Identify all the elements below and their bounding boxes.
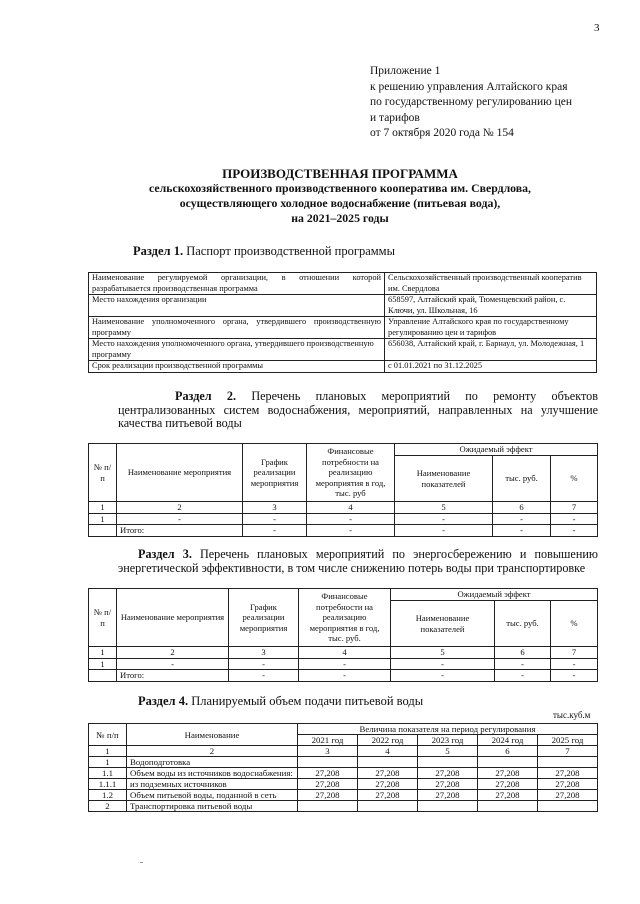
table-cell: 4 bbox=[307, 502, 395, 514]
table-cell: 6 bbox=[493, 502, 551, 514]
table-cell: 27,208 bbox=[298, 768, 358, 779]
col-header-rub: тыс. руб. bbox=[495, 601, 551, 647]
table-row bbox=[89, 801, 598, 812]
table-cell: 5 bbox=[418, 746, 478, 757]
table-cell: - bbox=[551, 525, 598, 537]
table-cell: 4 bbox=[358, 746, 418, 757]
column-number-row bbox=[89, 647, 598, 659]
table-row bbox=[89, 295, 597, 317]
table-cell: 27,208 bbox=[538, 790, 598, 801]
col-header-pct: % bbox=[551, 456, 598, 502]
col-header-year: 2021 год bbox=[298, 735, 358, 746]
table-cell: Сельскохозяйственный производственный кооператив им. Свердлова bbox=[385, 273, 597, 295]
col-header-schedule: График реализации мероприятия bbox=[229, 589, 299, 647]
table-cell: 1 bbox=[89, 658, 117, 670]
table-cell: 6 bbox=[478, 746, 538, 757]
table-cell: 27,208 bbox=[298, 790, 358, 801]
table-cell: с 01.01.2021 по 31.12.2025 bbox=[385, 361, 597, 373]
section2-table bbox=[88, 443, 598, 537]
section4-label: Раздел 4. bbox=[138, 694, 189, 708]
table-cell: 7 bbox=[538, 746, 598, 757]
appendix-line: по государственному регулированию цен bbox=[370, 96, 573, 108]
title-line: на 2021–2025 годы bbox=[291, 211, 389, 225]
table-cell bbox=[418, 801, 478, 812]
table-cell: - bbox=[243, 513, 307, 525]
table-row bbox=[89, 757, 598, 768]
appendix-line: к решению управления Алтайского края bbox=[370, 80, 568, 93]
table-cell: 1.1 bbox=[89, 768, 127, 779]
table-cell: из подземных источников bbox=[127, 779, 298, 790]
col-header-finance: Финансовые потребности на реализацию мероприятия в год, тыс. руб bbox=[307, 444, 395, 502]
table-cell: 7 bbox=[551, 502, 598, 514]
section1-text: Паспорт производственной программы bbox=[183, 244, 395, 258]
page-number: 3 bbox=[594, 22, 600, 34]
table-header-row bbox=[89, 444, 598, 456]
section4-table bbox=[88, 723, 598, 812]
table-row bbox=[89, 768, 598, 779]
title-line: ПРОИЗВОДСТВЕННАЯ ПРОГРАММА bbox=[222, 166, 458, 181]
table-cell: 1 bbox=[89, 746, 127, 757]
table-cell: 27,208 bbox=[358, 779, 418, 790]
table-cell bbox=[298, 801, 358, 812]
table-cell: - bbox=[551, 513, 598, 525]
table-cell: - bbox=[551, 658, 598, 670]
col-header-name: Наименование мероприятия bbox=[117, 589, 229, 647]
table-cell: 27,208 bbox=[538, 768, 598, 779]
table-cell: 5 bbox=[391, 647, 495, 659]
col-header-num: № п/п bbox=[89, 724, 127, 746]
table-cell bbox=[358, 801, 418, 812]
table-cell: Водоподготовка bbox=[127, 757, 298, 768]
appendix-block bbox=[370, 64, 610, 142]
title-line: сельскохозяйственного производственного кооператива им. Свердлова, bbox=[148, 181, 532, 195]
table-cell: - bbox=[229, 658, 299, 670]
table-cell: Транспортировка питьевой воды bbox=[127, 801, 298, 812]
table-cell: 27,208 bbox=[418, 790, 478, 801]
section1-label: Раздел 1. bbox=[133, 244, 184, 258]
table-total-row bbox=[89, 525, 598, 537]
table-cell: - bbox=[299, 670, 391, 682]
table-header-row bbox=[89, 724, 598, 735]
table-cell: 27,208 bbox=[358, 768, 418, 779]
table-cell: - bbox=[495, 670, 551, 682]
table-cell: 1 bbox=[89, 502, 117, 514]
table-total-row bbox=[89, 670, 598, 682]
table-cell: - bbox=[307, 525, 395, 537]
table-cell: 27,208 bbox=[418, 779, 478, 790]
table-cell: 2 bbox=[127, 746, 298, 757]
table-cell: 27,208 bbox=[418, 768, 478, 779]
col-header-schedule: График реализации мероприятия bbox=[243, 444, 307, 502]
col-header-year: 2023 год bbox=[418, 735, 478, 746]
table-cell: 1.2 bbox=[89, 790, 127, 801]
table-cell: Объем питьевой воды, поданной в сеть bbox=[127, 790, 298, 801]
table-cell: - bbox=[117, 658, 229, 670]
col-header-indicator: Наименование показателей bbox=[391, 601, 495, 647]
col-header-year: 2024 год bbox=[478, 735, 538, 746]
table-cell: - bbox=[229, 670, 299, 682]
col-header-effect: Ожидаемый эффект bbox=[395, 444, 598, 456]
table-cell: - bbox=[243, 525, 307, 537]
col-header-name: Наименование мероприятия bbox=[117, 444, 243, 502]
col-header-rub: тыс. руб. bbox=[493, 456, 551, 502]
title-line: осуществляющего холодное водоснабжение (питьевая вода), bbox=[179, 196, 501, 210]
appendix-line: от 7 октября 2020 года № 154 bbox=[370, 127, 514, 139]
table-cell: 27,208 bbox=[478, 768, 538, 779]
table-row bbox=[89, 273, 597, 295]
column-number-row bbox=[89, 502, 598, 514]
section3-text: Перечень плановых мероприятий по энергосбережению и повышению энергетической эффективности, в том числе снижению потерь воды при транспортировке bbox=[118, 547, 598, 575]
document-title bbox=[60, 166, 620, 226]
table-cell bbox=[89, 525, 117, 537]
table-cell: 1 bbox=[89, 757, 127, 768]
table-cell: 2 bbox=[89, 801, 127, 812]
table-cell: 2 bbox=[117, 647, 229, 659]
table-cell: - bbox=[551, 670, 598, 682]
table-cell bbox=[538, 801, 598, 812]
table-cell: Срок реализации производственной программы bbox=[89, 361, 385, 373]
table-cell bbox=[358, 757, 418, 768]
section4-heading bbox=[138, 694, 423, 709]
section3-table bbox=[88, 588, 598, 682]
units-label: тыс.куб.м bbox=[553, 710, 591, 720]
table-cell: 27,208 bbox=[478, 779, 538, 790]
table-row bbox=[89, 339, 597, 361]
section2-label: Раздел 2. bbox=[175, 389, 237, 403]
column-number-row bbox=[89, 746, 598, 757]
table-cell: - bbox=[395, 525, 493, 537]
total-label: Итого: bbox=[117, 670, 229, 682]
table-cell: - bbox=[395, 513, 493, 525]
table-cell: - bbox=[307, 513, 395, 525]
table-cell: 27,208 bbox=[358, 790, 418, 801]
col-header-year: 2025 год bbox=[538, 735, 598, 746]
table-cell: - bbox=[299, 658, 391, 670]
col-header-num: № п/п bbox=[89, 444, 117, 502]
table-cell: 3 bbox=[298, 746, 358, 757]
table-row bbox=[89, 790, 598, 801]
table-cell: 1 bbox=[89, 647, 117, 659]
total-label: Итого: bbox=[117, 525, 243, 537]
col-header-num: № п/п bbox=[89, 589, 117, 647]
table-cell: 1.1.1 bbox=[89, 779, 127, 790]
table-cell bbox=[478, 757, 538, 768]
col-header-indicator: Наименование показателей bbox=[395, 456, 493, 502]
table-cell: - bbox=[493, 525, 551, 537]
appendix-line: и тарифов bbox=[370, 111, 420, 124]
col-header-name: Наименование bbox=[127, 724, 298, 746]
table-cell: 658597, Алтайский край, Тюменцевский район, с. Ключи, ул. Школьная, 16 bbox=[385, 295, 597, 317]
col-header-year: 2022 год bbox=[358, 735, 418, 746]
table-cell: 27,208 bbox=[478, 790, 538, 801]
table-cell bbox=[298, 757, 358, 768]
table-cell: 5 bbox=[395, 502, 493, 514]
table-cell: 27,208 bbox=[298, 779, 358, 790]
table-cell: 2 bbox=[117, 502, 243, 514]
table-cell bbox=[478, 801, 538, 812]
table-cell bbox=[538, 757, 598, 768]
section2-heading bbox=[118, 390, 598, 431]
table-header-row bbox=[89, 589, 598, 601]
table-cell: 3 bbox=[229, 647, 299, 659]
section2-text: Перечень плановых мероприятий по ремонту объектов централизованных систем водоснабжения, мероприятий, направленных на улучшение качества питьевой воды bbox=[118, 389, 598, 430]
section4-text: Планируемый объем подачи питьевой воды bbox=[188, 694, 424, 708]
table-cell: - bbox=[391, 658, 495, 670]
table-cell: - bbox=[493, 513, 551, 525]
section3-heading bbox=[118, 548, 598, 575]
col-header-finance: Финансовые потребности на реализацию мероприятия в год, тыс. руб. bbox=[299, 589, 391, 647]
table-cell: Наименование уполномоченного органа, утвердившего производственную программу bbox=[89, 317, 385, 339]
table-cell: 4 bbox=[299, 647, 391, 659]
table-cell: - bbox=[391, 670, 495, 682]
col-header-effect: Ожидаемый эффект bbox=[391, 589, 598, 601]
scan-mark bbox=[140, 862, 143, 863]
table-cell: Объем воды из источников водоснабжения: bbox=[127, 768, 298, 779]
table-cell: Место нахождения организации bbox=[89, 295, 385, 317]
col-header-period: Величина показателя на период регулирования bbox=[298, 724, 598, 735]
table-cell: 27,208 bbox=[538, 779, 598, 790]
table-row bbox=[89, 361, 597, 373]
table-cell: Управление Алтайского края по государственному регулированию цен и тарифов bbox=[385, 317, 597, 339]
table-cell: - bbox=[117, 513, 243, 525]
table-row bbox=[89, 317, 597, 339]
table-cell: - bbox=[495, 658, 551, 670]
table-cell: 656038, Алтайский край, г. Барнаул, ул. Молодежная, 1 bbox=[385, 339, 597, 361]
col-header-pct: % bbox=[551, 601, 598, 647]
table-cell: 1 bbox=[89, 513, 117, 525]
table-cell bbox=[418, 757, 478, 768]
table-row bbox=[89, 779, 598, 790]
table-cell: 3 bbox=[243, 502, 307, 514]
appendix-line: Приложение 1 bbox=[370, 65, 441, 77]
passport-table bbox=[88, 272, 597, 373]
table-cell: Наименование регулируемой организации, в отношении которой разрабатывается производственная программа bbox=[89, 273, 385, 295]
section3-label: Раздел 3. bbox=[138, 547, 192, 561]
table-cell: 6 bbox=[495, 647, 551, 659]
section1-heading bbox=[133, 244, 395, 259]
table-row bbox=[89, 513, 598, 525]
table-cell bbox=[89, 670, 117, 682]
table-cell: 7 bbox=[551, 647, 598, 659]
table-cell: Место нахождения уполномоченного органа, утвердившего производственную программу bbox=[89, 339, 385, 361]
table-row bbox=[89, 658, 598, 670]
